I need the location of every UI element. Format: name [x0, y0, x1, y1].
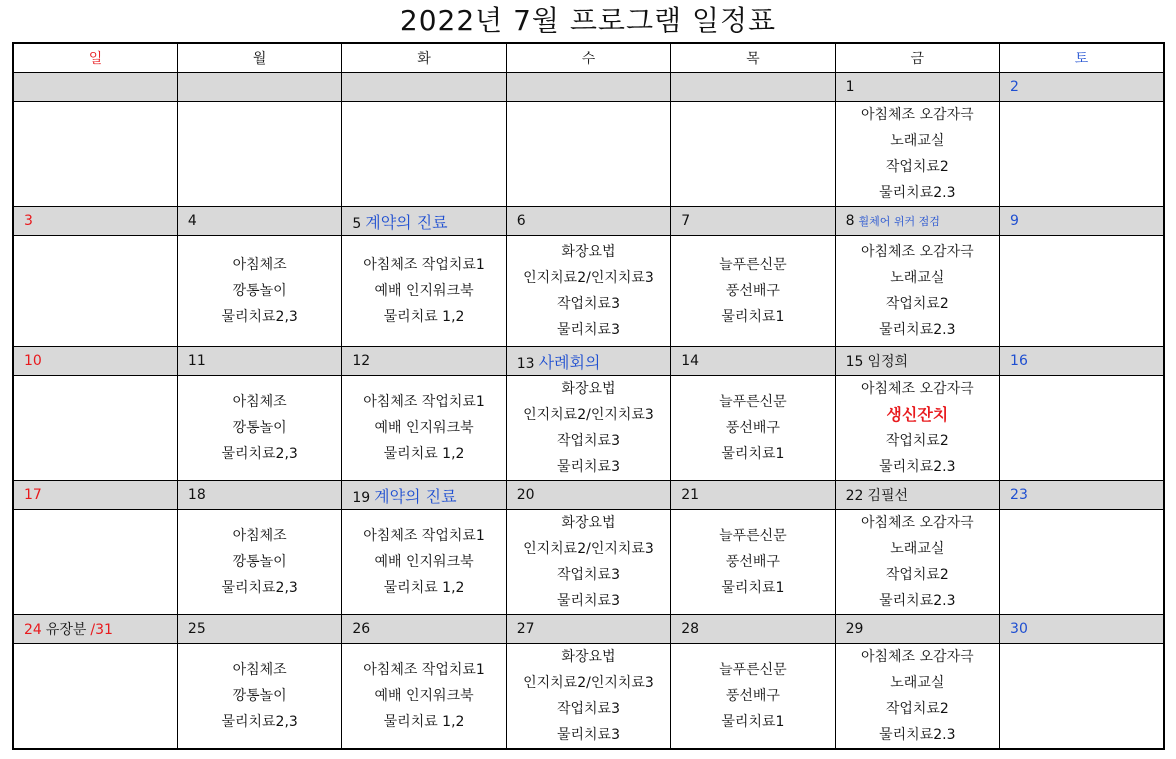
date-note: 임정희	[867, 354, 909, 370]
activity-item: 물리치료 1,2	[383, 446, 465, 462]
date-cell	[506, 347, 670, 376]
date-number: 29	[845, 621, 864, 637]
weekday-monday: 월	[177, 43, 341, 73]
activity-item: 아침체조 오감자극	[860, 381, 974, 397]
activity-item: 물리치료2.3	[879, 185, 956, 201]
date-number: 8	[845, 213, 855, 229]
activity-item: 예배 인지워크북	[374, 420, 474, 436]
activity-cell	[342, 376, 506, 481]
weekday-thursday: 목	[671, 43, 835, 73]
date-note: 김필선	[867, 488, 909, 504]
activity-item: 물리치료2.3	[879, 593, 956, 609]
activity-item: 아침체조 오감자극	[860, 244, 974, 260]
activity-item: 아침체조	[232, 257, 287, 273]
activity-item: 인지치료2/인지치료3	[523, 541, 654, 557]
activity-item: 아침체조 오감자극	[860, 515, 974, 531]
date-row	[13, 481, 1164, 510]
date-row	[13, 347, 1164, 376]
activity-item: 노래교실	[890, 541, 945, 557]
date-cell	[342, 347, 506, 376]
activity-item: 인지치료2/인지치료3	[523, 270, 654, 286]
date-number: 16	[1010, 353, 1028, 369]
activity-cell	[671, 236, 835, 347]
weekday-tuesday: 화	[342, 43, 506, 73]
activity-item: 풍선배구	[725, 688, 780, 704]
weekday-header-row	[13, 43, 1164, 73]
date-number: 3	[24, 213, 33, 229]
date-cell	[177, 615, 341, 644]
activity-cell	[835, 644, 999, 750]
weekday-saturday: 토	[1000, 43, 1164, 73]
date-cell	[506, 481, 670, 510]
date-number: 24	[24, 622, 42, 638]
activity-cell	[177, 236, 341, 347]
date-number: 18	[187, 487, 206, 503]
date-cell	[342, 207, 506, 236]
activity-item: 화장요법	[561, 381, 616, 397]
activity-item: 작업치료2	[885, 567, 949, 583]
date-number: 4	[187, 213, 197, 229]
activity-item: 예배 인지워크북	[374, 688, 474, 704]
activity-row	[13, 376, 1164, 481]
date-number: 22	[845, 488, 864, 504]
activity-item: 풍선배구	[725, 554, 780, 570]
activity-cell	[1000, 102, 1164, 207]
activity-item: 물리치료3	[556, 593, 620, 609]
date-number: 1	[845, 79, 855, 95]
activity-item: 물리치료3	[556, 727, 620, 743]
activity-cell	[1000, 510, 1164, 615]
weekday-friday: 금	[835, 43, 999, 73]
activity-item: 화장요법	[561, 649, 616, 665]
activity-cell	[506, 644, 670, 750]
weekday-sunday: 일	[13, 43, 177, 73]
activity-item: 작업치료2	[885, 701, 949, 717]
date-cell	[671, 615, 835, 644]
activity-item: 늘푸른신문	[719, 662, 787, 678]
activity-item: 물리치료1	[721, 309, 785, 325]
activity-item: 물리치료 1,2	[383, 309, 465, 325]
activity-item: 물리치료 1,2	[383, 714, 465, 730]
page-title: 2022년 7월 프로그램 일정표	[399, 4, 777, 37]
activity-item: 예배 인지워크북	[374, 283, 474, 299]
date-number: 15	[845, 354, 864, 370]
activity-item: 물리치료1	[721, 580, 785, 596]
activity-item: 아침체조 작업치료1	[363, 394, 485, 410]
date-row	[13, 207, 1164, 236]
activity-cell	[835, 510, 999, 615]
activity-item: 물리치료2,3	[221, 309, 298, 325]
activity-cell	[177, 102, 341, 207]
activity-item: 노래교실	[890, 675, 945, 691]
activity-item: 노래교실	[890, 133, 945, 149]
date-cell	[1000, 481, 1164, 510]
activity-cell	[342, 236, 506, 347]
date-cell	[506, 615, 670, 644]
date-note: 유장분	[45, 622, 87, 638]
date-cell	[835, 615, 999, 644]
date-cell	[1000, 73, 1164, 102]
date-cell	[13, 481, 177, 510]
activity-cell	[342, 644, 506, 750]
date-note: 계약의 진료	[374, 486, 457, 506]
activity-item: 아침체조 작업치료1	[363, 528, 485, 544]
date-cell	[342, 615, 506, 644]
date-cell	[506, 73, 670, 102]
date-number: 23	[1010, 487, 1028, 503]
activity-item: 물리치료1	[721, 714, 785, 730]
activity-cell	[671, 644, 835, 750]
activity-item: 아침체조 작업치료1	[363, 257, 485, 273]
activity-item: 늘푸른신문	[719, 394, 787, 410]
date-number: 28	[681, 621, 700, 637]
date-cell	[1000, 347, 1164, 376]
activity-row	[13, 236, 1164, 347]
activity-item: 작업치료2	[885, 159, 949, 175]
activity-row	[13, 644, 1164, 750]
activity-cell	[1000, 376, 1164, 481]
date-cell	[177, 73, 341, 102]
date-cell	[177, 481, 341, 510]
date-cell	[177, 207, 341, 236]
date-row	[13, 615, 1164, 644]
date-number: 19	[352, 489, 371, 506]
date-cell	[1000, 615, 1164, 644]
activity-item: 예배 인지워크북	[374, 554, 474, 570]
activity-item: 작업치료3	[556, 701, 620, 717]
activity-item: 인지치료2/인지치료3	[523, 407, 654, 423]
activity-item: 물리치료3	[556, 322, 620, 338]
date-number: 17	[24, 487, 42, 503]
activity-item: 늘푸른신문	[719, 257, 787, 273]
date-cell	[835, 481, 999, 510]
activity-item: 풍선배구	[725, 283, 780, 299]
date-cell	[13, 207, 177, 236]
date-number: 21	[681, 487, 700, 503]
date-cell	[506, 207, 670, 236]
activity-cell	[671, 376, 835, 481]
activity-item: 작업치료3	[556, 296, 620, 312]
date-cell	[342, 73, 506, 102]
activity-cell	[835, 102, 999, 207]
date-cell	[13, 347, 177, 376]
activity-cell	[506, 510, 670, 615]
activity-cell	[342, 102, 506, 207]
activity-item: 작업치료3	[556, 567, 620, 583]
activity-item: 물리치료2,3	[221, 714, 298, 730]
activity-cell	[177, 510, 341, 615]
activity-item: 노래교실	[890, 270, 945, 286]
activity-item: 생신잔치	[886, 405, 949, 424]
activity-item: 물리치료2.3	[879, 459, 956, 475]
activity-item: 물리치료 1,2	[383, 580, 465, 596]
date-cell	[13, 73, 177, 102]
date-number: 6	[516, 213, 526, 229]
activity-item: 물리치료3	[556, 459, 620, 475]
date-number: 12	[352, 353, 371, 369]
date-cell	[671, 347, 835, 376]
date-extra: /31	[90, 622, 113, 638]
activity-item: 아침체조	[232, 528, 287, 544]
date-note: 사례회의	[538, 352, 601, 372]
date-cell	[671, 207, 835, 236]
activity-item: 늘푸른신문	[719, 528, 787, 544]
date-number: 27	[516, 621, 535, 637]
activity-item: 작업치료2	[885, 296, 949, 312]
activity-cell	[13, 510, 177, 615]
weekday-wednesday: 수	[506, 43, 670, 73]
activity-item: 깡통놀이	[232, 283, 287, 299]
activity-item: 인지치료2/인지치료3	[523, 675, 654, 691]
activity-cell	[671, 102, 835, 207]
date-note: 계약의 진료	[365, 212, 448, 232]
activity-item: 물리치료2,3	[221, 446, 298, 462]
date-number: 9	[1010, 213, 1019, 229]
activity-cell	[1000, 236, 1164, 347]
activity-cell	[506, 376, 670, 481]
activity-item: 아침체조 오감자극	[860, 649, 974, 665]
activity-item: 화장요법	[561, 515, 616, 531]
date-number: 25	[187, 621, 206, 637]
date-number: 13	[516, 355, 535, 372]
activity-item: 물리치료2.3	[879, 322, 956, 338]
activity-cell	[13, 236, 177, 347]
date-cell	[1000, 207, 1164, 236]
date-row	[13, 73, 1164, 102]
date-cell	[835, 347, 999, 376]
activity-item: 작업치료2	[885, 433, 949, 449]
date-number: 11	[187, 353, 206, 369]
activity-item: 아침체조	[232, 394, 287, 410]
date-number: 10	[24, 353, 42, 369]
activity-item: 작업치료3	[556, 433, 620, 449]
date-number: 5	[352, 215, 362, 232]
activity-cell	[671, 510, 835, 615]
date-note: 휠체어 위커 점검	[858, 215, 940, 228]
activity-cell	[1000, 644, 1164, 750]
activity-item: 물리치료1	[721, 446, 785, 462]
activity-item: 아침체조 오감자극	[860, 107, 974, 123]
activity-item: 물리치료2.3	[879, 727, 956, 743]
activity-item: 물리치료2,3	[221, 580, 298, 596]
activity-item: 깡통놀이	[232, 688, 287, 704]
date-number: 20	[516, 487, 535, 503]
activity-row	[13, 510, 1164, 615]
activity-cell	[506, 236, 670, 347]
calendar-table	[12, 42, 1165, 750]
date-cell	[671, 481, 835, 510]
activity-cell	[177, 644, 341, 750]
activity-item: 깡통놀이	[232, 420, 287, 436]
activity-item: 깡통놀이	[232, 554, 287, 570]
date-cell	[177, 347, 341, 376]
date-number: 2	[1010, 79, 1019, 95]
activity-cell	[835, 236, 999, 347]
activity-item: 아침체조 작업치료1	[363, 662, 485, 678]
activity-cell	[342, 510, 506, 615]
date-cell	[835, 207, 999, 236]
activity-cell	[13, 376, 177, 481]
date-cell	[835, 73, 999, 102]
activity-cell	[835, 376, 999, 481]
date-cell	[671, 73, 835, 102]
date-number: 26	[352, 621, 371, 637]
date-number: 30	[1010, 621, 1028, 637]
activity-cell	[506, 102, 670, 207]
activity-item: 화장요법	[561, 244, 616, 260]
activity-cell	[13, 644, 177, 750]
activity-item: 풍선배구	[725, 420, 780, 436]
activity-row	[13, 102, 1164, 207]
activity-item: 아침체조	[232, 662, 287, 678]
date-number: 14	[681, 353, 700, 369]
activity-cell	[177, 376, 341, 481]
date-number: 7	[681, 213, 691, 229]
date-cell	[13, 615, 177, 644]
date-cell	[342, 481, 506, 510]
activity-cell	[13, 102, 177, 207]
